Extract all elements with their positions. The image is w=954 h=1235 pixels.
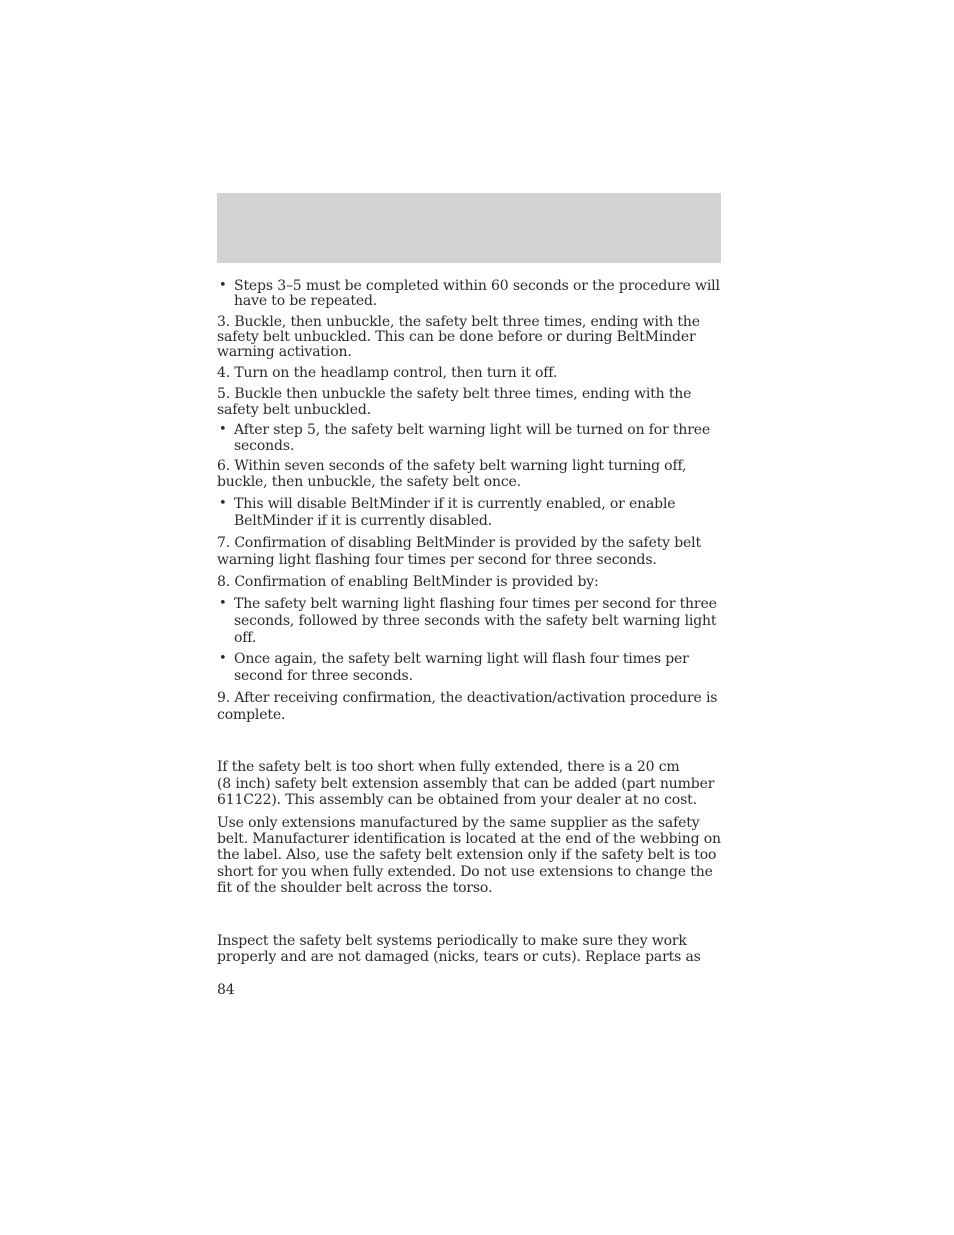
bullet-icon: • — [219, 596, 227, 611]
paragraph-line: 8. Confirmation of enabling BeltMinder is provided by: — [217, 574, 599, 590]
paragraph-line: fit of the shoulder belt across the torso. — [217, 880, 493, 896]
section-header-band — [217, 193, 721, 263]
bullet-icon: • — [219, 651, 227, 666]
bullet-item-line: second for three seconds. — [234, 668, 413, 684]
paragraph-line: If the safety belt is too short when fully extended, there is a 20 cm — [217, 759, 680, 775]
paragraph-line: the label. Also, use the safety belt extension only if the safety belt is too — [217, 847, 717, 863]
paragraph-line: complete. — [217, 707, 286, 723]
paragraph-line: belt. Manufacturer identification is located at the end of the webbing on — [217, 831, 721, 847]
paragraph-line: 611C22). This assembly can be obtained from your dealer at no cost. — [217, 792, 697, 808]
paragraph-line: properly and are not damaged (nicks, tears or cuts). Replace parts as — [217, 949, 701, 965]
bullet-item-line: Steps 3–5 must be completed within 60 seconds or the procedure will — [234, 278, 720, 294]
bullet-item-line: seconds. — [234, 438, 295, 454]
paragraph-line: 7. Confirmation of disabling BeltMinder is provided by the safety belt — [217, 535, 701, 551]
bullet-item-line: have to be repeated. — [234, 293, 378, 309]
paragraph-line: 6. Within seven seconds of the safety belt warning light turning off, — [217, 458, 687, 474]
paragraph-line: warning activation. — [217, 344, 352, 360]
bullet-icon: • — [219, 422, 227, 437]
bullet-item-line: This will disable BeltMinder if it is currently enabled, or enable — [234, 496, 676, 512]
paragraph-line: 9. After receiving confirmation, the deactivation/activation procedure is — [217, 690, 718, 706]
paragraph-line: 4. Turn on the headlamp control, then turn it off. — [217, 365, 558, 381]
bullet-item-line: The safety belt warning light flashing four times per second for three — [234, 596, 717, 612]
paragraph-line: Inspect the safety belt systems periodically to make sure they work — [217, 933, 687, 949]
paragraph-line: 5. Buckle then unbuckle the safety belt three times, ending with the — [217, 386, 692, 402]
paragraph-line: warning light flashing four times per second for three seconds. — [217, 552, 657, 568]
paragraph-line: safety belt unbuckled. This can be done before or during BeltMinder — [217, 329, 696, 345]
bullet-item-line: off. — [234, 630, 257, 646]
paragraph-line: buckle, then unbuckle, the safety belt once. — [217, 474, 521, 490]
bullet-item-line: After step 5, the safety belt warning light will be turned on for three — [234, 422, 711, 438]
bullet-icon: • — [219, 278, 227, 293]
paragraph-line: 3. Buckle, then unbuckle, the safety belt three times, ending with the — [217, 314, 700, 330]
paragraph-line: safety belt unbuckled. — [217, 402, 371, 418]
paragraph-line: Use only extensions manufactured by the same supplier as the safety — [217, 815, 700, 831]
bullet-icon: • — [219, 496, 227, 511]
bullet-item-line: Once again, the safety belt warning light will flash four times per — [234, 651, 689, 667]
page-number: 84 — [217, 982, 235, 998]
paragraph-line: (8 inch) safety belt extension assembly that can be added (part number — [217, 776, 715, 792]
bullet-item-line: seconds, followed by three seconds with the safety belt warning light — [234, 613, 717, 629]
paragraph-line: short for you when fully extended. Do not use extensions to change the — [217, 864, 713, 880]
bullet-item-line: BeltMinder if it is currently disabled. — [234, 513, 492, 529]
